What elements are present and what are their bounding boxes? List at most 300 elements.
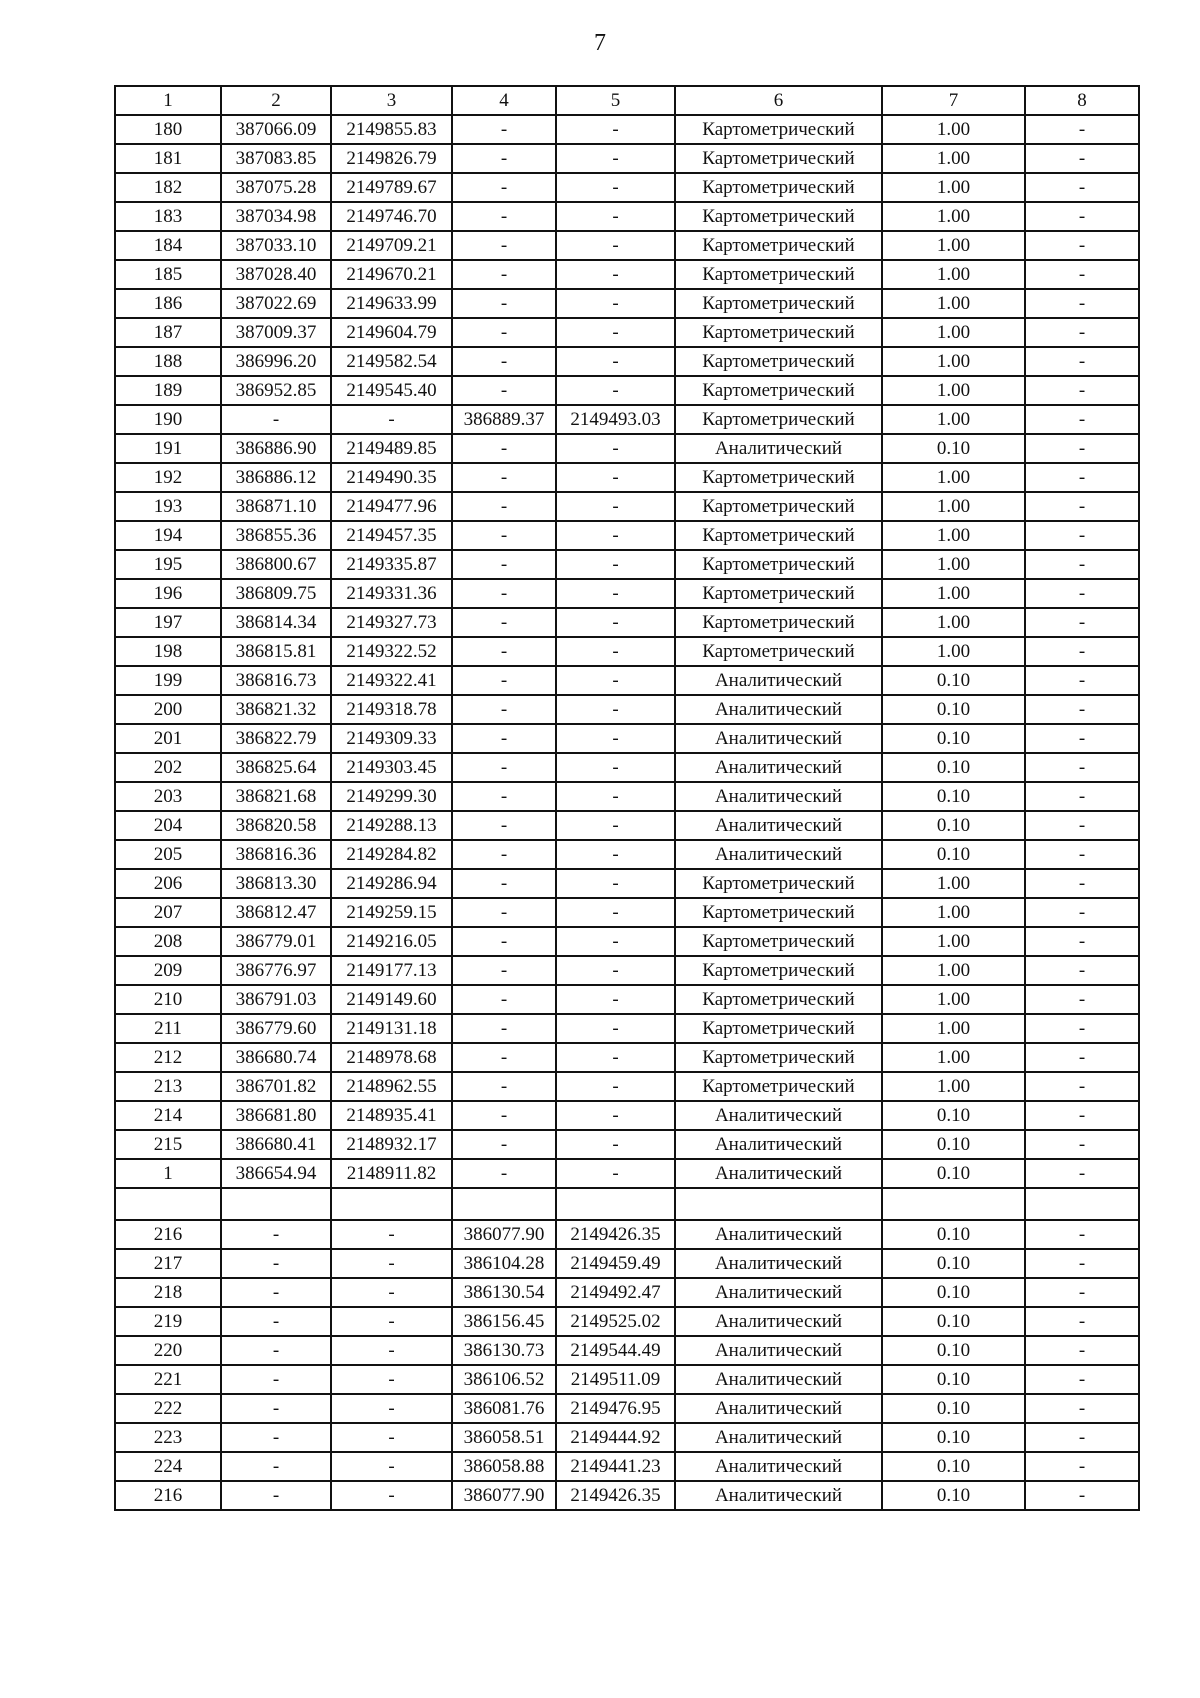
table-row: [115, 927, 1139, 956]
column-header: 4: [452, 86, 556, 115]
table-row: [115, 173, 1139, 202]
table-row: [115, 1452, 1139, 1481]
table-cell: 214: [115, 1101, 221, 1130]
table-row: [115, 463, 1139, 492]
table-cell: -: [452, 637, 556, 666]
table-cell: 198: [115, 637, 221, 666]
column-header: 7: [882, 86, 1025, 115]
table-cell: 2149789.67: [331, 173, 452, 202]
table-cell: 386106.52: [452, 1365, 556, 1394]
table-cell: 1.00: [882, 347, 1025, 376]
table-cell: -: [221, 1336, 331, 1365]
table-cell: -: [1025, 463, 1139, 492]
table-row: [115, 231, 1139, 260]
table-cell: -: [221, 1365, 331, 1394]
table-cell: -: [221, 1452, 331, 1481]
table-cell: -: [1025, 1072, 1139, 1101]
table-cell: Аналитический: [675, 1336, 882, 1365]
table-cell: 386077.90: [452, 1481, 556, 1510]
table-cell: 1.00: [882, 318, 1025, 347]
table-cell: 2149331.36: [331, 579, 452, 608]
table-cell: -: [331, 1336, 452, 1365]
table-cell: 189: [115, 376, 221, 405]
table-cell: -: [1025, 782, 1139, 811]
table-cell: 0.10: [882, 1336, 1025, 1365]
table-cell: 203: [115, 782, 221, 811]
table-cell: -: [331, 1481, 452, 1510]
table-cell: Аналитический: [675, 1159, 882, 1188]
table-cell: -: [221, 1394, 331, 1423]
table-row: [115, 550, 1139, 579]
table-cell: Картометрический: [675, 1043, 882, 1072]
table-cell: -: [1025, 260, 1139, 289]
table-row: [115, 434, 1139, 463]
table-cell: -: [331, 1452, 452, 1481]
table-cell: 182: [115, 173, 221, 202]
table-row: [115, 1101, 1139, 1130]
table-cell: 210: [115, 985, 221, 1014]
table-row: [115, 521, 1139, 550]
table-cell: 220: [115, 1336, 221, 1365]
table-cell: 387028.40: [221, 260, 331, 289]
table-cell: 386077.90: [452, 1220, 556, 1249]
table-cell: -: [452, 231, 556, 260]
table-cell: Картометрический: [675, 927, 882, 956]
table-cell: 1.00: [882, 956, 1025, 985]
table-cell: -: [556, 1043, 675, 1072]
table-cell: -: [452, 724, 556, 753]
table-cell: -: [452, 782, 556, 811]
table-cell: 0.10: [882, 811, 1025, 840]
table-cell: 386058.88: [452, 1452, 556, 1481]
table-cell: Картометрический: [675, 115, 882, 144]
table-cell: -: [452, 144, 556, 173]
table-cell: 2149670.21: [331, 260, 452, 289]
table-cell: 387034.98: [221, 202, 331, 231]
table-cell: 206: [115, 869, 221, 898]
table-cell: Аналитический: [675, 695, 882, 724]
table-cell: 0.10: [882, 840, 1025, 869]
table-cell: 1.00: [882, 579, 1025, 608]
table-cell: -: [1025, 521, 1139, 550]
table-cell: -: [221, 1220, 331, 1249]
table-cell: 2149490.35: [331, 463, 452, 492]
table-cell: -: [556, 115, 675, 144]
table-cell: 183: [115, 202, 221, 231]
table-cell: 1.00: [882, 608, 1025, 637]
table-cell: -: [556, 666, 675, 695]
table-cell: 1.00: [882, 202, 1025, 231]
table-row: [115, 579, 1139, 608]
table-cell: 2149709.21: [331, 231, 452, 260]
table-cell: Аналитический: [675, 1481, 882, 1510]
column-header: 5: [556, 86, 675, 115]
table-row: [115, 318, 1139, 347]
table-cell: 2149299.30: [331, 782, 452, 811]
table-cell: -: [1025, 1278, 1139, 1307]
table-cell: -: [556, 956, 675, 985]
table-cell: -: [556, 695, 675, 724]
table-cell: -: [221, 405, 331, 434]
table-cell: -: [331, 1249, 452, 1278]
table-row: [115, 1481, 1139, 1510]
table-cell: -: [556, 1130, 675, 1159]
table-row: [115, 782, 1139, 811]
table-cell: 387066.09: [221, 115, 331, 144]
table-cell: 1.00: [882, 260, 1025, 289]
table-cell: 180: [115, 115, 221, 144]
table-cell: -: [556, 637, 675, 666]
table-cell: 2149492.47: [556, 1278, 675, 1307]
table-cell: [675, 1188, 882, 1220]
table-cell: Картометрический: [675, 347, 882, 376]
table-cell: 0.10: [882, 782, 1025, 811]
table-cell: 386952.85: [221, 376, 331, 405]
table-cell: 1.00: [882, 115, 1025, 144]
table-cell: -: [1025, 985, 1139, 1014]
table-cell: -: [1025, 724, 1139, 753]
table-cell: -: [1025, 347, 1139, 376]
table-cell: -: [452, 579, 556, 608]
table-cell: -: [556, 463, 675, 492]
table-cell: -: [1025, 1336, 1139, 1365]
table-cell: Аналитический: [675, 1101, 882, 1130]
table-cell: 2149489.85: [331, 434, 452, 463]
table-cell: 1.00: [882, 637, 1025, 666]
table-cell: -: [556, 898, 675, 927]
table-cell: 386800.67: [221, 550, 331, 579]
table-cell: 0.10: [882, 1220, 1025, 1249]
table-cell: 194: [115, 521, 221, 550]
table-cell: 193: [115, 492, 221, 521]
table-cell: 387075.28: [221, 173, 331, 202]
table-cell: 386996.20: [221, 347, 331, 376]
table-cell: Картометрический: [675, 405, 882, 434]
table-row: [115, 956, 1139, 985]
table-cell: [452, 1188, 556, 1220]
table-cell: -: [221, 1278, 331, 1307]
table-row: [115, 724, 1139, 753]
table-cell: 205: [115, 840, 221, 869]
table-cell: 386886.12: [221, 463, 331, 492]
table-cell: 386680.74: [221, 1043, 331, 1072]
table-cell: 1.00: [882, 550, 1025, 579]
table-cell: Аналитический: [675, 434, 882, 463]
table-cell: [1025, 1188, 1139, 1220]
table-cell: 386825.64: [221, 753, 331, 782]
table-cell: 386791.03: [221, 985, 331, 1014]
table-cell: Картометрический: [675, 376, 882, 405]
table-cell: 218: [115, 1278, 221, 1307]
table-cell: -: [556, 608, 675, 637]
table-cell: 0.10: [882, 1130, 1025, 1159]
table-cell: 215: [115, 1130, 221, 1159]
table-cell: -: [1025, 289, 1139, 318]
table-cell: -: [1025, 840, 1139, 869]
table-cell: Аналитический: [675, 1130, 882, 1159]
table-cell: -: [452, 666, 556, 695]
table-cell: 387033.10: [221, 231, 331, 260]
table-cell: -: [556, 1072, 675, 1101]
table-cell: -: [1025, 666, 1139, 695]
table-cell: 386779.01: [221, 927, 331, 956]
table-cell: 386680.41: [221, 1130, 331, 1159]
table-cell: 386886.90: [221, 434, 331, 463]
table-cell: -: [1025, 318, 1139, 347]
table-cell: 2149335.87: [331, 550, 452, 579]
table-cell: Картометрический: [675, 1014, 882, 1043]
table-cell: -: [556, 985, 675, 1014]
table-cell: -: [1025, 434, 1139, 463]
table-cell: 2149286.94: [331, 869, 452, 898]
table-cell: 387009.37: [221, 318, 331, 347]
table-cell: -: [452, 463, 556, 492]
table-cell: -: [452, 1014, 556, 1043]
page-number: 7: [594, 30, 606, 56]
table-cell: Картометрический: [675, 521, 882, 550]
table-cell: -: [1025, 1481, 1139, 1510]
table-cell: -: [452, 1101, 556, 1130]
table-cell: -: [1025, 811, 1139, 840]
table-cell: [221, 1188, 331, 1220]
table-row: [115, 202, 1139, 231]
table-cell: -: [1025, 637, 1139, 666]
table-cell: Картометрический: [675, 289, 882, 318]
table-cell: 222: [115, 1394, 221, 1423]
table-cell: 197: [115, 608, 221, 637]
table-row: [115, 666, 1139, 695]
table-cell: 386776.97: [221, 956, 331, 985]
table-cell: -: [1025, 492, 1139, 521]
table-cell: Аналитический: [675, 1365, 882, 1394]
table-cell: 2149511.09: [556, 1365, 675, 1394]
table-cell: -: [452, 898, 556, 927]
table-row: [115, 1365, 1139, 1394]
table-cell: Аналитический: [675, 666, 882, 695]
table-cell: 2149216.05: [331, 927, 452, 956]
table-cell: 1.00: [882, 985, 1025, 1014]
table-cell: 386889.37: [452, 405, 556, 434]
table-cell: -: [331, 1394, 452, 1423]
table-row: [115, 1220, 1139, 1249]
table-cell: 202: [115, 753, 221, 782]
table-cell: 181: [115, 144, 221, 173]
table-row: [115, 405, 1139, 434]
table-cell: 1.00: [882, 898, 1025, 927]
table-cell: 2149322.41: [331, 666, 452, 695]
table-row: [115, 1307, 1139, 1336]
table-cell: 185: [115, 260, 221, 289]
coordinates-table: [114, 85, 1140, 1511]
table-row: [115, 985, 1139, 1014]
table-cell: 386815.81: [221, 637, 331, 666]
table-cell: -: [452, 1043, 556, 1072]
table-cell: 386814.34: [221, 608, 331, 637]
table-cell: 386681.80: [221, 1101, 331, 1130]
table-cell: -: [452, 173, 556, 202]
table-cell: -: [556, 231, 675, 260]
table-cell: Картометрический: [675, 579, 882, 608]
table-cell: -: [556, 782, 675, 811]
table-row: [115, 492, 1139, 521]
table-cell: 191: [115, 434, 221, 463]
table-cell: Картометрический: [675, 637, 882, 666]
table-cell: 2149284.82: [331, 840, 452, 869]
table-cell: Аналитический: [675, 840, 882, 869]
table-row: [115, 898, 1139, 927]
table-row: [115, 869, 1139, 898]
table-cell: -: [1025, 1220, 1139, 1249]
table-cell: Картометрический: [675, 608, 882, 637]
table-cell: 0.10: [882, 1365, 1025, 1394]
table-cell: -: [331, 1278, 452, 1307]
table-cell: Картометрический: [675, 463, 882, 492]
table-cell: 201: [115, 724, 221, 753]
table-cell: -: [331, 1423, 452, 1452]
table-cell: -: [1025, 898, 1139, 927]
table-cell: [331, 1188, 452, 1220]
table-cell: -: [1025, 1249, 1139, 1278]
table-cell: -: [452, 347, 556, 376]
table-cell: 212: [115, 1043, 221, 1072]
table-cell: -: [331, 1220, 452, 1249]
table-cell: Картометрический: [675, 550, 882, 579]
table-cell: 199: [115, 666, 221, 695]
table-cell: -: [452, 434, 556, 463]
table-cell: 386130.54: [452, 1278, 556, 1307]
table-cell: 0.10: [882, 1423, 1025, 1452]
table-cell: -: [556, 492, 675, 521]
table-row: [115, 1159, 1139, 1188]
table-row: [115, 1188, 1139, 1220]
table-cell: 1.00: [882, 289, 1025, 318]
table-row: [115, 695, 1139, 724]
table-cell: 196: [115, 579, 221, 608]
table-cell: -: [1025, 1365, 1139, 1394]
table-cell: Аналитический: [675, 724, 882, 753]
table-cell: 2149259.15: [331, 898, 452, 927]
table-cell: 223: [115, 1423, 221, 1452]
table-row: [115, 753, 1139, 782]
table-cell: -: [452, 521, 556, 550]
table-row: [115, 144, 1139, 173]
table-cell: Аналитический: [675, 753, 882, 782]
table-cell: [882, 1188, 1025, 1220]
table-cell: 387083.85: [221, 144, 331, 173]
table-cell: -: [1025, 202, 1139, 231]
table-row: [115, 1278, 1139, 1307]
table-cell: -: [331, 405, 452, 434]
table-cell: 1.00: [882, 173, 1025, 202]
table-cell: 2149493.03: [556, 405, 675, 434]
table-cell: 386156.45: [452, 1307, 556, 1336]
table-cell: -: [452, 1130, 556, 1159]
table-cell: 2149545.40: [331, 376, 452, 405]
table-cell: 386104.28: [452, 1249, 556, 1278]
table-cell: -: [1025, 579, 1139, 608]
table-row: [115, 811, 1139, 840]
table-cell: Картометрический: [675, 956, 882, 985]
table-cell: -: [452, 695, 556, 724]
table-cell: 192: [115, 463, 221, 492]
table-cell: Аналитический: [675, 811, 882, 840]
table-cell: 0.10: [882, 1394, 1025, 1423]
table-cell: -: [556, 1159, 675, 1188]
table-cell: 2149746.70: [331, 202, 452, 231]
table-cell: 2148911.82: [331, 1159, 452, 1188]
table-cell: 2149177.13: [331, 956, 452, 985]
table-cell: -: [452, 550, 556, 579]
table-cell: -: [1025, 1423, 1139, 1452]
table-cell: Аналитический: [675, 1220, 882, 1249]
table-cell: Картометрический: [675, 231, 882, 260]
table-cell: -: [1025, 1043, 1139, 1072]
table-cell: 190: [115, 405, 221, 434]
table-cell: -: [556, 260, 675, 289]
table-cell: Аналитический: [675, 1394, 882, 1423]
table-cell: -: [1025, 144, 1139, 173]
table-cell: -: [1025, 550, 1139, 579]
table-cell: -: [452, 260, 556, 289]
table-cell: 1.00: [882, 1043, 1025, 1072]
table-cell: -: [556, 840, 675, 869]
table-cell: 1.00: [882, 376, 1025, 405]
table-cell: Аналитический: [675, 1423, 882, 1452]
table-cell: Аналитический: [675, 1307, 882, 1336]
table-cell: 0.10: [882, 434, 1025, 463]
table-cell: 386816.73: [221, 666, 331, 695]
table-cell: -: [1025, 1101, 1139, 1130]
table-cell: 2149309.33: [331, 724, 452, 753]
table-cell: 2149582.54: [331, 347, 452, 376]
column-header: 8: [1025, 86, 1139, 115]
table-cell: 386821.68: [221, 782, 331, 811]
table-row: [115, 115, 1139, 144]
table-cell: Картометрический: [675, 173, 882, 202]
table-row: [115, 608, 1139, 637]
table-cell: 0.10: [882, 753, 1025, 782]
table-cell: -: [452, 840, 556, 869]
table-cell: 188: [115, 347, 221, 376]
table-cell: 1.00: [882, 231, 1025, 260]
table-row: [115, 376, 1139, 405]
table-cell: -: [1025, 695, 1139, 724]
table-cell: 386821.32: [221, 695, 331, 724]
table-cell: Картометрический: [675, 985, 882, 1014]
table-cell: 2149476.95: [556, 1394, 675, 1423]
table-cell: 2149303.45: [331, 753, 452, 782]
table-cell: 387022.69: [221, 289, 331, 318]
table-cell: 386820.58: [221, 811, 331, 840]
table-row: [115, 840, 1139, 869]
table-cell: 1.00: [882, 927, 1025, 956]
table-cell: -: [1025, 1159, 1139, 1188]
table-cell: 224: [115, 1452, 221, 1481]
table-cell: 0.10: [882, 1452, 1025, 1481]
table-row: [115, 1423, 1139, 1452]
table-cell: 386081.76: [452, 1394, 556, 1423]
table-cell: Картометрический: [675, 144, 882, 173]
table-cell: 2149459.49: [556, 1249, 675, 1278]
table-cell: Аналитический: [675, 782, 882, 811]
table-cell: -: [452, 608, 556, 637]
table-cell: -: [452, 492, 556, 521]
table-row: [115, 1249, 1139, 1278]
table-cell: 0.10: [882, 1307, 1025, 1336]
table-cell: 2149604.79: [331, 318, 452, 347]
table-row: [115, 1072, 1139, 1101]
table-cell: 1.00: [882, 1072, 1025, 1101]
